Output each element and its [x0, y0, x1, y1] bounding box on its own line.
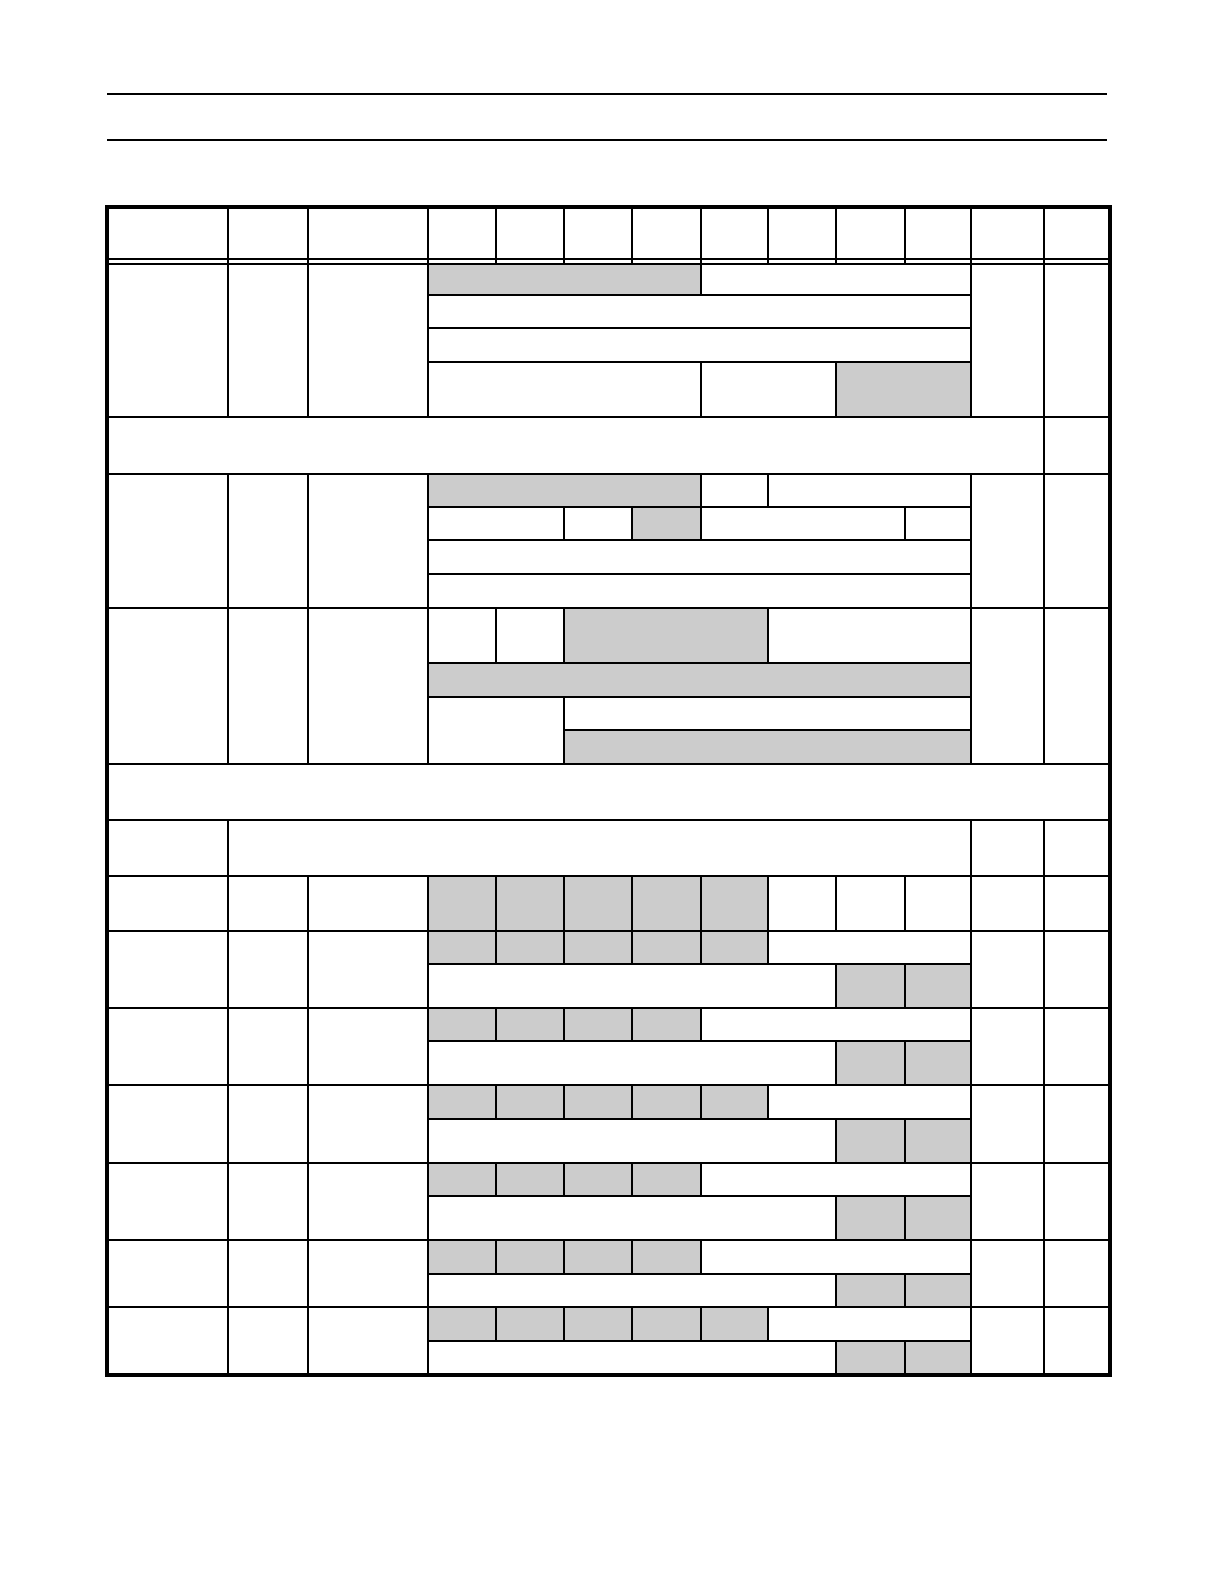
reserved-cell	[428, 876, 768, 931]
reserved-cell	[836, 1041, 971, 1085]
reserved-cell	[428, 474, 701, 507]
reserved-cell	[836, 964, 971, 1007]
reserved-cell	[428, 1307, 768, 1341]
reserved-cell	[428, 663, 971, 697]
reserved-cell	[836, 362, 971, 417]
reserved-cell	[428, 1085, 768, 1119]
reserved-cell	[836, 1196, 971, 1240]
reserved-cell	[564, 730, 971, 764]
reserved-cell	[836, 1341, 971, 1375]
reserved-cell	[836, 1119, 971, 1163]
reserved-cell	[428, 264, 701, 295]
reserved-cell	[632, 507, 701, 540]
reserved-cell	[564, 608, 768, 663]
reserved-cell	[428, 931, 768, 964]
reserved-cell	[836, 1274, 971, 1307]
